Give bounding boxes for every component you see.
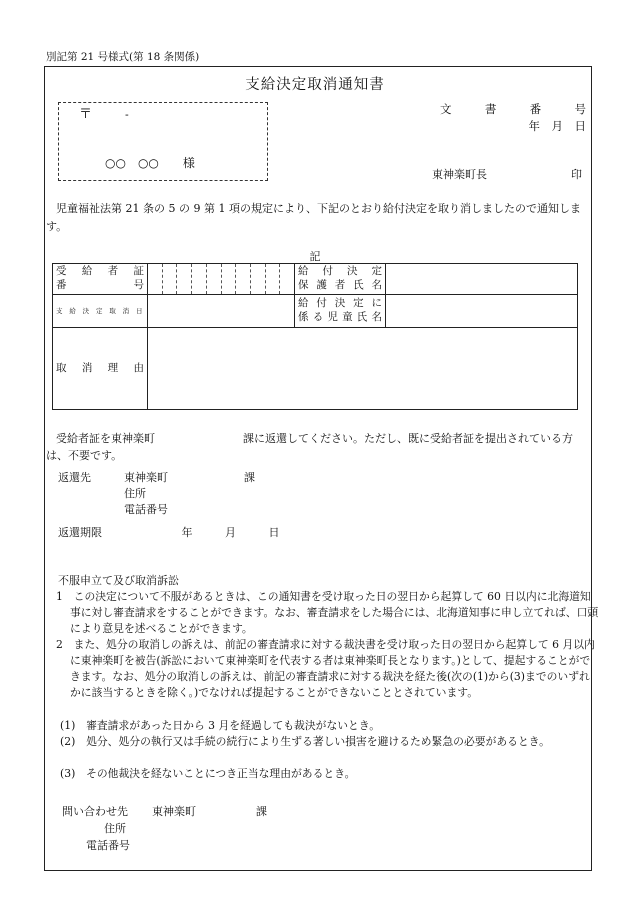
child-name-label: 給付決定に 係る児童氏名	[295, 295, 386, 328]
inquiry-town: 東神楽町	[152, 805, 196, 818]
guardian-name-label: 給付決定 保護者氏名	[295, 264, 386, 295]
cancel-reason-value	[148, 328, 578, 410]
ki-heading: 記	[309, 250, 321, 263]
appeal-paragraph-2: 2 また、処分の取消しの訴えは、前記の審査請求に対する裁決書を受け取った日の翌日から起算して 6 月以内に東神楽町を被告(訴訟において東神楽町を代表する者は東神楽町長となります。)として、提起することができます。なお、処分の取消しの訴えは、前記の審査請求に対する裁決を経た後(次の(1)から(3)までのいずれかに該当するときを除く。)でなければ提起することができないこととされています。	[56, 638, 595, 699]
return-destination-label: 返還先	[58, 471, 91, 484]
return-destination-town: 東神楽町	[124, 471, 168, 484]
return-destination	[58, 470, 255, 518]
appeal-heading: 不服申立て及び取消訴訟	[58, 574, 179, 587]
form-frame	[44, 66, 592, 871]
recipient-number-label: 受給者証 番号	[53, 264, 148, 295]
return-destination-ka: 課	[244, 471, 255, 484]
document-date: 年 月 日	[528, 119, 586, 133]
appeal-item-3: (3) その他裁決を経ないことにつき正当な理由があるとき。	[60, 767, 356, 780]
inquiry-address: 住所	[104, 822, 126, 836]
doc-number-char: 文	[440, 102, 452, 116]
inquiry-label: 問い合わせ先	[62, 805, 128, 818]
inquiry-ka: 課	[256, 805, 267, 818]
return-destination-address: 住所	[124, 486, 146, 500]
cancel-reason-label: 取消理由	[53, 328, 148, 410]
inquiry-phone: 電話番号	[86, 839, 130, 853]
inquiry-block	[62, 803, 267, 854]
form-label: 別記第 21 号様式(第 18 条関係)	[46, 51, 200, 63]
doc-number-char: 書	[484, 102, 497, 116]
address-box	[58, 102, 268, 181]
document-number-label	[440, 101, 586, 118]
intro-paragraph: 児童福祉法第 21 条の 5 の 9 第 1 項の規定により、下記のとおり給付決定を取り消しましたので通知します。	[46, 202, 581, 233]
addressee-name: ○○ ○○ 様	[105, 156, 195, 170]
child-name-value	[386, 295, 578, 328]
appeal-item-2: (2) 処分、処分の執行又は手続の続行により生ずる著しい損害を避けるため緊急の必要があるとき。	[60, 735, 550, 748]
cancel-date-value	[148, 295, 295, 328]
doc-number-char: 号	[574, 102, 586, 116]
return-deadline-label: 返還期限	[58, 526, 102, 539]
guardian-name-value	[386, 264, 578, 295]
return-destination-phone: 電話番号	[124, 502, 168, 516]
return-deadline	[58, 525, 280, 541]
seal-mark: 印	[571, 168, 582, 181]
detail-table	[52, 263, 578, 410]
postal-code-dash: -	[125, 108, 129, 121]
issuer-name: 東神楽町長	[432, 168, 487, 181]
return-deadline-day: 日	[268, 526, 280, 539]
doc-number-char: 番	[529, 102, 542, 116]
return-note: 受給者証を東神楽町 課に返還してください。ただし、既に受給者証を提出されている方は、不要です。	[46, 432, 573, 463]
cancel-date-label: 支給決定取消日	[53, 295, 148, 328]
appeal-item-1: (1) 審査請求があった日から 3 月を経過しても裁決がないとき。	[60, 719, 381, 732]
recipient-number-cells	[148, 264, 295, 295]
return-deadline-month: 月	[225, 526, 236, 539]
postal-mark: 〒	[79, 107, 93, 122]
document-title: 支給決定取消通知書	[245, 77, 385, 93]
appeal-paragraph-1: 1 この決定について不服があるときは、この通知書を受け取った日の翌日から起算して 60 日以内に北海道知事に対し審査請求をすることができます。なお、審査請求をした場合には、北海道知事に申し立てれば、口頭により意見を述べることができます。	[56, 590, 599, 635]
return-deadline-year: 年	[181, 526, 193, 539]
